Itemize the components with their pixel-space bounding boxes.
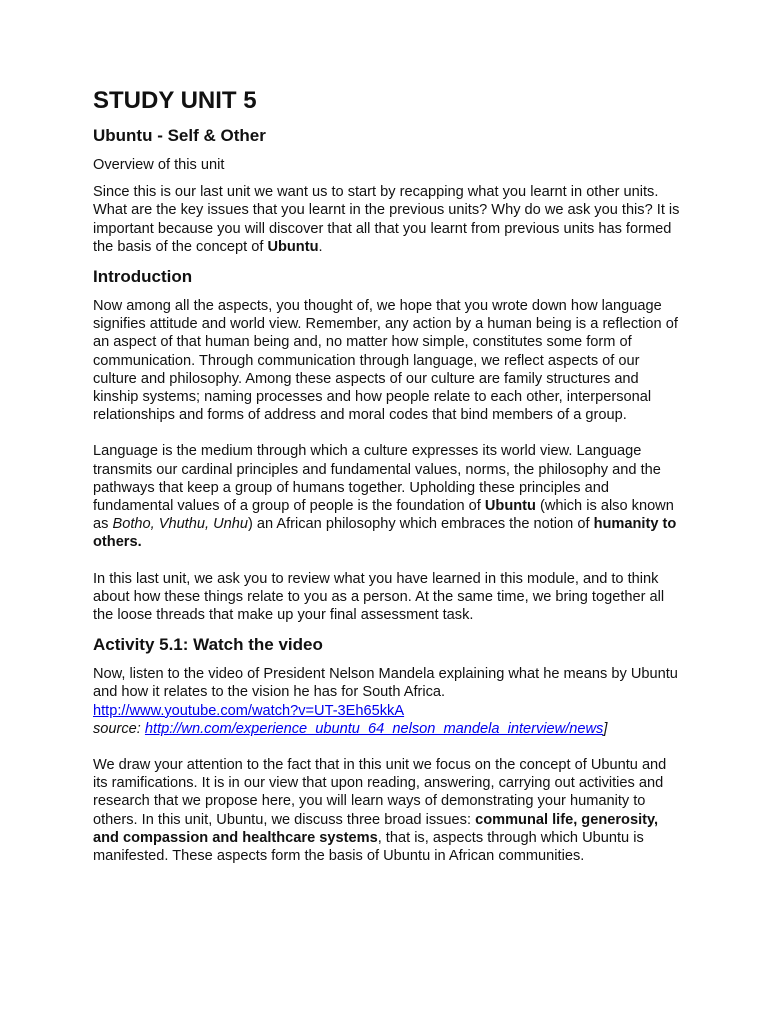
intro-p2-bold-ubuntu: Ubuntu xyxy=(484,498,536,515)
overview-paragraph xyxy=(93,183,680,256)
overview-bold-ubuntu: Ubuntu xyxy=(267,238,319,255)
intro-p2-bold-humanity: humanity to others. xyxy=(93,516,677,551)
intro-p2-mid1: (which is also known as xyxy=(93,498,674,533)
source-label: source: xyxy=(93,720,145,737)
intro-p2-italic-names: Botho, Vhuthu, Unhu xyxy=(112,516,248,533)
source-link[interactable]: http://wn.com/experience_ubuntu_64_nelson_mandela_interview/news xyxy=(144,720,604,737)
closing-paragraph xyxy=(93,756,680,865)
video-link[interactable]: http://www.youtube.com/watch?v=UT-3Eh65kkA xyxy=(93,702,405,719)
overview-text-end: . xyxy=(318,238,323,255)
intro-paragraph-1: Now among all the aspects, you thought of, we hope that you wrote down how language signifies attitude and world view. Remember, any action by a human being is a reflection of an aspect of that human being and, no matter how simple, constitutes some form of communication. Through communication through language, we reflect aspects of our culture and philosophy. Among these aspects of our culture are family structures and kinship systems; naming processes and how people relate to each other, interpersonal relationships and forms of address and moral codes that bind members of a group. xyxy=(93,298,678,424)
intro-paragraph-3: In this last unit, we ask you to review what you have learned in this module, and to think about how these things relate to you as a person. At the same time, we bring together all the loose threads that make up your final assessment task. xyxy=(93,570,665,624)
page-title: STUDY UNIT 5 xyxy=(93,87,257,114)
overview-label: Overview of this unit xyxy=(93,157,225,173)
unit-subtitle: Ubuntu - Self & Other xyxy=(93,126,266,145)
video-link-line xyxy=(93,702,680,720)
intro-p2-start: Language is the medium through which a culture expresses its world view. Language transmits our cardinal principles and fundamental values, norms, the philosophy and the pathways that keep a group of humans together. Upholding these principles and fundamental values of a group of people is the foundation of xyxy=(93,443,661,515)
introduction-heading: Introduction xyxy=(93,267,193,287)
overview-text: Since this is our last unit we want us to start by recapping what you learnt in other units. What are the key issues that you learnt in the previous units? Why do we ask you this? It is important because you will discover that all that you learnt from previous units has formed the basis of the concept of xyxy=(93,184,680,255)
activity-heading: Activity 5.1: Watch the video xyxy=(93,635,323,655)
spacer xyxy=(93,738,680,756)
closing-bold-issues: communal life, generosity, and compassion and healthcare systems xyxy=(93,811,659,846)
activity-paragraph: Now, listen to the video of President Nelson Mandela explaining what he means by Ubuntu and how it relates to the vision he has for South Africa. xyxy=(93,666,678,701)
closing-start: We draw your attention to the fact that in this unit we focus on the concept of Ubuntu and its ramifications. It is in our view that upon reading, answering, carrying out activities and research that we propose here, you will learn ways of demonstrating your humanity to others. In this unit, Ubuntu, we discuss three broad issues: xyxy=(93,757,667,828)
source-line xyxy=(93,720,680,738)
intro-paragraph-2 xyxy=(93,442,680,551)
source-end: ] xyxy=(603,720,608,737)
intro-p2-mid2: ) an African philosophy which embraces the notion of xyxy=(247,516,594,533)
closing-end: , that is, aspects through which Ubuntu is manifested. These aspects form the basis of Ubuntu in African communities. xyxy=(93,829,644,865)
